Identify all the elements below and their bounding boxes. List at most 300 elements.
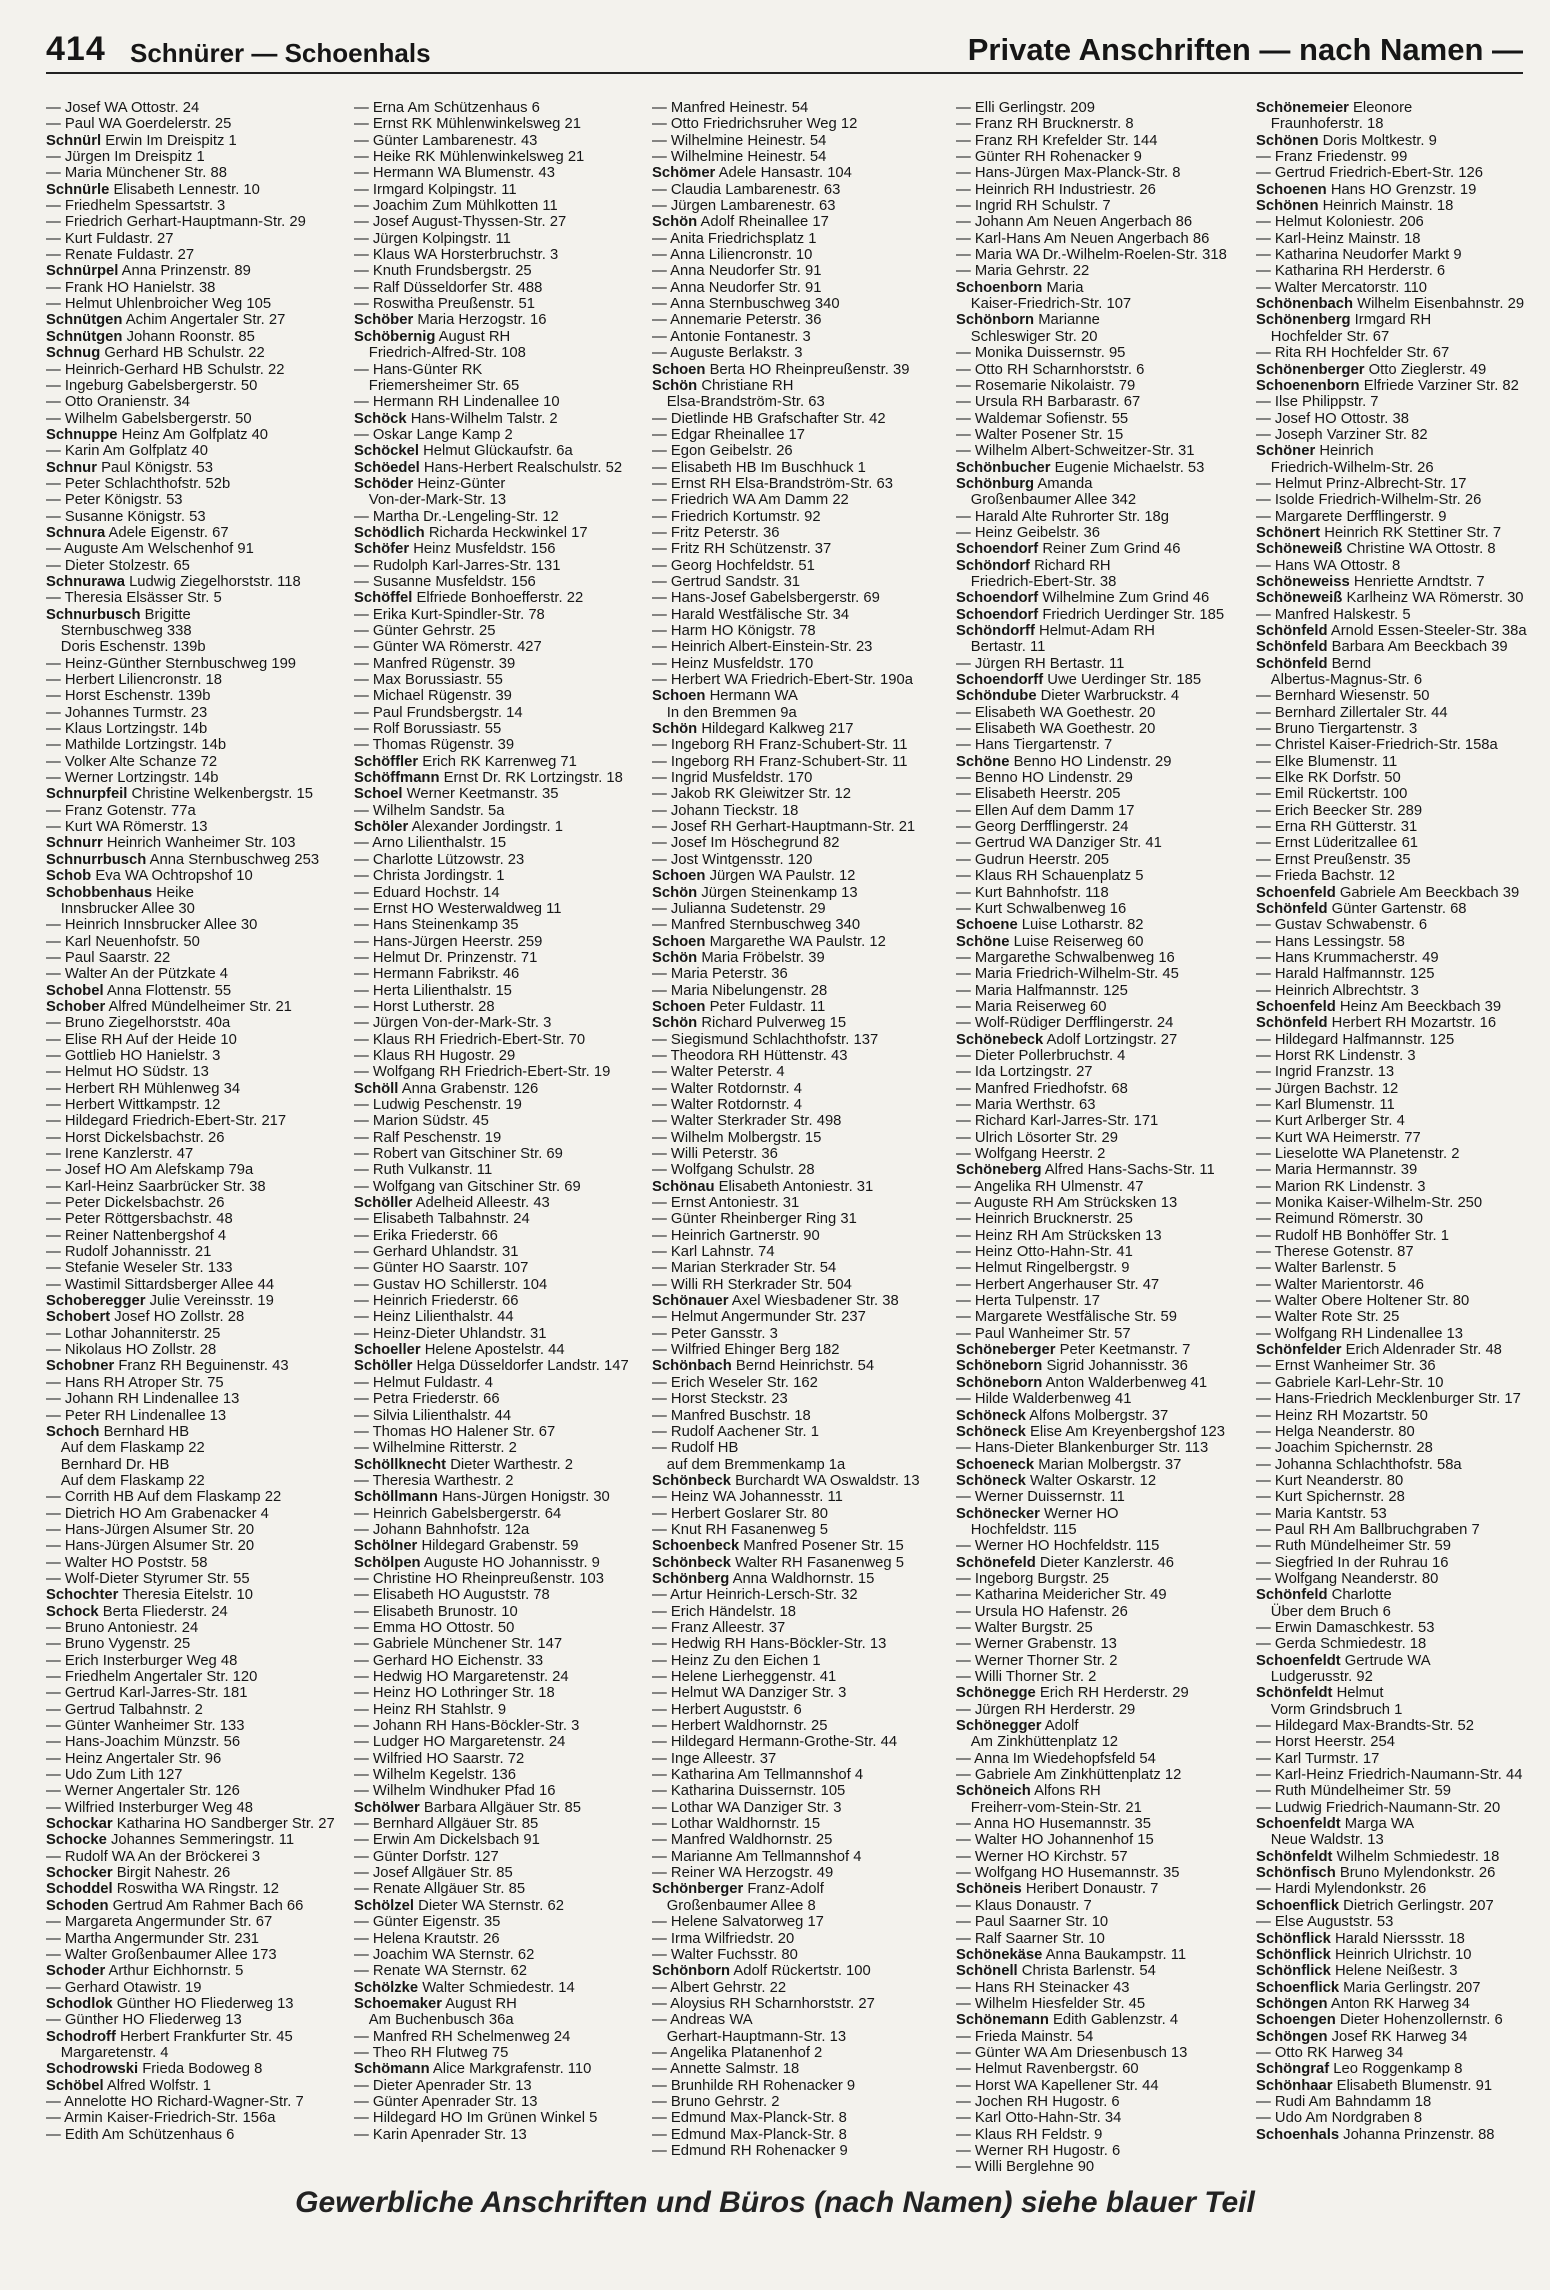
directory-entry: Schobert Josef HO Zollstr. 28 xyxy=(46,1309,245,1326)
directory-entry: — Manfred Rügenstr. 39 xyxy=(354,655,516,672)
directory-entry: Schöller Helga Düsseldorfer Landstr. 147 xyxy=(354,1358,629,1375)
directory-entry: — Rudolf Aachener Str. 1 xyxy=(652,1423,819,1440)
directory-entry: — Thomas HO Halener Str. 67 xyxy=(354,1423,556,1440)
directory-entry: — Walter Rotdornstr. 4 xyxy=(652,1080,802,1097)
directory-entry: — Johann Am Neuen Angerbach 86 xyxy=(956,214,1193,231)
directory-entry: — Harald Westfälische Str. 34 xyxy=(652,606,850,623)
directory-entry: — Walter Barlenstr. 5 xyxy=(1256,1260,1397,1277)
directory-entry: — Jürgen Bachstr. 12 xyxy=(1256,1080,1399,1097)
directory-entry: Friedrich-Wilhelm-Str. 26 xyxy=(1256,459,1434,476)
column-2 xyxy=(354,100,644,2143)
directory-entry: — Helmut Koloniestr. 206 xyxy=(1256,214,1424,231)
directory-entry: — Hans WA Ottostr. 8 xyxy=(1256,557,1401,574)
directory-entry: — Armin Kaiser-Friedrich-Str. 156a xyxy=(46,2110,276,2127)
directory-entry: — Walter An der Pützkate 4 xyxy=(46,966,229,983)
directory-entry: Schöffler Erich RK Karrenweg 71 xyxy=(354,753,577,770)
directory-entry: — Robert van Gitschiner Str. 69 xyxy=(354,1146,563,1162)
directory-entry: — Max Borussiastr. 55 xyxy=(354,672,503,689)
directory-entry: — Herbert WA Friedrich-Ebert-Str. 190a xyxy=(652,672,913,689)
directory-entry: Schömer Adele Hansastr. 104 xyxy=(652,165,852,182)
directory-entry: — Wilfried HO Saarstr. 72 xyxy=(354,1750,525,1767)
directory-entry: — Rudi Am Bahndamm 18 xyxy=(1256,2093,1432,2110)
directory-entry: — Volker Alte Schanze 72 xyxy=(46,753,218,770)
directory-entry: — Heinrich-Gerhard HB Schulstr. 22 xyxy=(46,361,285,378)
directory-entry: — Franz Alleestr. 37 xyxy=(652,1619,786,1636)
directory-entry: — Paul Wanheimer Str. 57 xyxy=(956,1325,1131,1342)
directory-entry: — Helmut Ravenbergstr. 60 xyxy=(956,2061,1139,2078)
directory-entry: Schöneck Walter Oskarstr. 12 xyxy=(956,1472,1157,1489)
directory-entry: Schocker Birgit Nahestr. 26 xyxy=(46,1865,231,1882)
directory-entry: — Hedwig HO Margaretenstr. 24 xyxy=(354,1669,569,1685)
directory-entry: — Walter Obere Holtener Str. 80 xyxy=(1256,1293,1470,1310)
directory-entry: — Johann RH Hans-Böckler-Str. 3 xyxy=(354,1718,580,1735)
directory-entry: Neue Waldstr. 13 xyxy=(1256,1832,1384,1849)
directory-entry: — Andreas WA xyxy=(652,2012,753,2029)
directory-entry: Schöndube Dieter Warbruckstr. 4 xyxy=(956,688,1180,705)
directory-entry: — Dietrich HO Am Grabenacker 4 xyxy=(46,1505,269,1522)
directory-entry: Sternbuschweg 338 xyxy=(46,623,192,639)
directory-entry: — Maria Werthstr. 63 xyxy=(956,1096,1096,1113)
directory-entry: — Auguste Am Welschenhof 91 xyxy=(46,541,254,558)
directory-entry: — Hans-Jürgen Alsumer Str. 20 xyxy=(46,1521,255,1538)
directory-entry: Schönfeld Bernd xyxy=(1256,655,1372,672)
directory-entry: — Maria Reiserweg 60 xyxy=(956,998,1107,1015)
directory-entry: — Johannes Turmstr. 23 xyxy=(46,704,208,721)
directory-entry: — Erich Insterburger Weg 48 xyxy=(46,1652,238,1669)
directory-entry: — Lothar Johanniterstr. 25 xyxy=(46,1325,221,1342)
directory-entry: — Nikolaus HO Zollstr. 28 xyxy=(46,1342,217,1359)
directory-entry: — Ingeburg Gabelsbergerstr. 50 xyxy=(46,377,258,394)
directory-entry: — Gottlieb HO Hanielstr. 3 xyxy=(46,1047,221,1064)
directory-entry: Schoenenborn Elfriede Varziner Str. 82 xyxy=(1256,377,1519,394)
directory-entry: — Hermann Fabrikstr. 46 xyxy=(354,966,520,983)
directory-entry: Schöll Anna Grabenstr. 126 xyxy=(354,1080,539,1097)
directory-entry: — Günter RH Rohenacker 9 xyxy=(956,149,1142,166)
directory-entry: — Joachim Zum Mühlkotten 11 xyxy=(354,198,558,215)
directory-entry: — Wilhelm Windhuker Pfad 16 xyxy=(354,1783,556,1800)
directory-entry: Schönenberg Irmgard RH xyxy=(1256,312,1432,329)
directory-entry: — Martha Angermunder Str. 231 xyxy=(46,1930,260,1947)
directory-entry: — Walter HO Poststr. 58 xyxy=(46,1554,208,1571)
directory-entry: — Erna RH Gütterstr. 31 xyxy=(1256,819,1418,836)
directory-entry: — Ursula RH Barbarastr. 67 xyxy=(956,394,1141,411)
directory-entry: — Rolf Borussiastr. 55 xyxy=(354,721,502,738)
directory-entry: — Thomas Rügenstr. 39 xyxy=(354,737,515,754)
directory-entry: — Gabriele Am Zinkhüttenplatz 12 xyxy=(956,1767,1182,1784)
directory-entry: Schoen Margarethe WA Paulstr. 12 xyxy=(652,933,886,950)
directory-entry: — Walter Posener Str. 15 xyxy=(956,426,1124,443)
column-5 xyxy=(1256,100,1546,2143)
directory-entry: — Heinz HO Lothringer Str. 18 xyxy=(354,1685,555,1702)
directory-entry: — Edgar Rheinallee 17 xyxy=(652,426,805,443)
directory-entry: — Herbert Liliencronstr. 18 xyxy=(46,672,222,689)
directory-entry: — Maria Halfmannstr. 125 xyxy=(956,982,1128,999)
directory-entry: — Ernst Preußenstr. 35 xyxy=(1256,851,1411,868)
directory-entry: Schöneborn Sigrid Johannisstr. 36 xyxy=(956,1358,1188,1375)
directory-entry: Schoen Berta HO Rheinpreußenstr. 39 xyxy=(652,361,910,378)
directory-entry: Schodrowski Frieda Bodoweg 8 xyxy=(46,2061,263,2078)
directory-entry: Schönfeldt Helmut xyxy=(1256,1685,1384,1702)
directory-entry: — Rita RH Hochfelder Str. 67 xyxy=(1256,345,1450,362)
directory-entry: — Ernst Lüderitzallee 61 xyxy=(1256,835,1419,852)
directory-entry: — Peter Dickelsbachstr. 26 xyxy=(46,1195,225,1212)
directory-entry: Schöndorf Richard RH xyxy=(956,557,1111,574)
directory-entry: Schönemann Edith Gablenzstr. 4 xyxy=(956,2012,1179,2029)
directory-entry: — Elisabeth Talbahnstr. 24 xyxy=(354,1211,530,1228)
directory-entry: Hochfelder Str. 67 xyxy=(1256,328,1390,345)
directory-entry: — Heinrich Gabelsbergerstr. 64 xyxy=(354,1505,562,1522)
directory-entry: Schoenfeldt Gertrude WA xyxy=(1256,1652,1431,1669)
directory-entry: Schnurawa Ludwig Ziegelhorststr. 118 xyxy=(46,573,301,590)
directory-entry: — Theodora RH Hüttenstr. 43 xyxy=(652,1047,848,1064)
directory-entry: — Joachim WA Sternstr. 62 xyxy=(354,1946,535,1963)
directory-entry: Schoch Bernhard HB xyxy=(46,1423,190,1440)
directory-entry: — Horst WA Kapellener Str. 44 xyxy=(956,2077,1159,2094)
directory-entry: — Margareta Angermunder Str. 67 xyxy=(46,1914,273,1931)
directory-entry: Margaretenstr. 4 xyxy=(46,2044,169,2061)
directory-entry: — Susanne Musfeldstr. 156 xyxy=(354,573,536,590)
directory-entry: — Karin Am Golfplatz 40 xyxy=(46,443,209,460)
directory-entry: — Susanne Königstr. 53 xyxy=(46,508,206,525)
directory-entry: Schönborn Marianne xyxy=(956,312,1100,329)
directory-entry: — Erika Friederstr. 66 xyxy=(354,1227,498,1244)
directory-entry: Schoen Jürgen WA Paulstr. 12 xyxy=(652,868,856,885)
directory-entry: Schoel Werner Keetmanstr. 35 xyxy=(354,786,559,803)
directory-entry: — Waldemar Sofienstr. 55 xyxy=(956,410,1129,427)
directory-entry: — Erwin Am Dickelsbach 91 xyxy=(354,1832,540,1849)
directory-entry: Schöneberger Peter Keetmanstr. 7 xyxy=(956,1342,1191,1359)
directory-entry: — Udo Zum Lith 127 xyxy=(46,1767,183,1784)
column-4 xyxy=(956,100,1250,2176)
directory-entry: In den Bremmen 9a xyxy=(652,704,797,721)
directory-entry: — Dieter Stolzestr. 65 xyxy=(46,557,190,574)
directory-entry: — Erna Am Schützenhaus 6 xyxy=(354,100,540,116)
directory-entry: — Bruno Tiergartenstr. 3 xyxy=(1256,721,1418,738)
directory-entry: — Annette Salmstr. 18 xyxy=(652,2061,800,2078)
directory-entry: — Heinrich Friederstr. 66 xyxy=(354,1293,519,1310)
directory-entry: — Hans-Günter RK xyxy=(354,361,483,378)
directory-entry: — Ernst RH Elsa-Brandström-Str. 63 xyxy=(652,475,893,492)
directory-entry: — Paul RH Am Ballbruchgraben 7 xyxy=(1256,1521,1480,1538)
directory-entry: Schöneis Heribert Donaustr. 7 xyxy=(956,1881,1159,1898)
directory-entry: Schödlich Richarda Heckwinkel 17 xyxy=(354,524,588,541)
directory-entry: — Lieselotte WA Planetenstr. 2 xyxy=(1256,1146,1460,1162)
directory-entry: Schöne Luise Reiserweg 60 xyxy=(956,933,1144,950)
directory-entry: — Herbert RH Mühlenweg 34 xyxy=(46,1080,241,1097)
directory-entry: — Elke RK Dorfstr. 50 xyxy=(1256,770,1401,787)
directory-entry: Vorm Grindsbruch 1 xyxy=(1256,1701,1403,1718)
directory-entry: — Brunhilde RH Rohenacker 9 xyxy=(652,2077,856,2094)
directory-entry: — Artur Heinrich-Lersch-Str. 32 xyxy=(652,1587,858,1604)
directory-entry: — Gudrun Heerstr. 205 xyxy=(956,851,1109,868)
directory-entry: — Rudolf HB Bonhöffer Str. 1 xyxy=(1256,1227,1450,1244)
directory-entry: Schöneck Alfons Molbergstr. 37 xyxy=(956,1407,1169,1424)
directory-entry: — Herbert Auguststr. 6 xyxy=(652,1701,802,1718)
directory-entry: — Peter RH Lindenallee 13 xyxy=(46,1407,227,1424)
directory-entry: Schobbenhaus Heike xyxy=(46,884,195,901)
directory-entry: Bernhard Dr. HB xyxy=(46,1456,170,1473)
directory-entry: — Werner RH Hugostr. 6 xyxy=(956,2142,1121,2159)
directory-entry: — Manfred Buschstr. 18 xyxy=(652,1407,811,1424)
directory-entry: Schnurpfeil Christine Welkenbergstr. 15 xyxy=(46,786,313,803)
directory-entry: — Reimund Römerstr. 30 xyxy=(1256,1211,1423,1228)
directory-entry: Schönfeld Barbara Am Beeckbach 39 xyxy=(1256,639,1508,656)
directory-entry: Schöbel Alfred Wolfstr. 1 xyxy=(46,2077,212,2094)
directory-entry: — Corrith HB Auf dem Flaskamp 22 xyxy=(46,1489,282,1506)
directory-entry: Schobel Anna Flottenstr. 55 xyxy=(46,982,232,999)
directory-entry: — Heike RK Mühlenwinkelsweg 21 xyxy=(354,149,585,166)
directory-entry: — Fritz RH Schützenstr. 37 xyxy=(652,541,832,558)
directory-entry: Schoenfeld Gabriele Am Beeckbach 39 xyxy=(1256,884,1520,901)
directory-entry: Schölzel Dieter WA Sternstr. 62 xyxy=(354,1897,564,1914)
directory-entry: — Ida Lortzingstr. 27 xyxy=(956,1064,1093,1081)
directory-entry: Friemersheimer Str. 65 xyxy=(354,377,520,394)
directory-entry: — Günter Wanheimer Str. 133 xyxy=(46,1718,245,1735)
directory-entry: — Ingeborg RH Franz-Schubert-Str. 11 xyxy=(652,753,908,770)
directory-entry: — Heinz Musfeldstr. 170 xyxy=(652,655,814,672)
directory-entry: — Hans-Friedrich Mecklenburger Str. 17 xyxy=(1256,1391,1521,1408)
directory-entry: — Klaus RH Friedrich-Ebert-Str. 70 xyxy=(354,1031,586,1048)
directory-entry: — Bernhard Zillertaler Str. 44 xyxy=(1256,704,1448,721)
directory-entry: — Willi Berglehne 90 xyxy=(956,2159,1095,2176)
directory-entry: — Katharina Am Tellmannshof 4 xyxy=(652,1767,864,1784)
directory-entry: Schöneberg Alfred Hans-Sachs-Str. 11 xyxy=(956,1162,1215,1179)
directory-entry: — Hans Lessingstr. 58 xyxy=(1256,933,1405,950)
directory-entry: Schönen Doris Moltkestr. 9 xyxy=(1256,132,1437,149)
directory-entry: Innsbrucker Allee 30 xyxy=(46,900,195,917)
directory-entry: — Dietlinde HB Grafschafter Str. 42 xyxy=(652,410,886,427)
directory-entry: — Elli Gerlingstr. 209 xyxy=(956,100,1095,116)
directory-entry: — Josef HO Ottostr. 38 xyxy=(1256,410,1409,427)
directory-entry: — Erika Kurt-Spindler-Str. 78 xyxy=(354,606,545,623)
directory-entry: — Knut RH Fasanenweg 5 xyxy=(652,1521,829,1538)
directory-entry: — Karl Neuenhofstr. 50 xyxy=(46,933,200,950)
directory-entry: Schönert Heinrich RK Stettiner Str. 7 xyxy=(1256,524,1502,541)
directory-entry: — Horst Lutherstr. 28 xyxy=(354,998,495,1015)
directory-entry: Schöckel Helmut Glückaufstr. 6a xyxy=(354,443,573,460)
directory-entry: — Udo Am Nordgraben 8 xyxy=(1256,2110,1423,2127)
directory-entry: Schöngen Josef RK Harweg 34 xyxy=(1256,2028,1468,2045)
directory-entry: — Fritz Peterstr. 36 xyxy=(652,524,780,541)
directory-entry: — Albert Gehrstr. 22 xyxy=(652,1979,787,1996)
directory-entry: Elsa-Brandström-Str. 63 xyxy=(652,394,825,411)
directory-entry: Schnur Paul Königstr. 53 xyxy=(46,459,213,476)
directory-entry: — Josef Allgäuer Str. 85 xyxy=(354,1865,513,1882)
directory-entry: — Josef WA Ottostr. 24 xyxy=(46,100,200,116)
directory-entry: — Heinz WA Johannesstr. 11 xyxy=(652,1489,843,1506)
directory-entry: Ludgerusstr. 92 xyxy=(1256,1669,1373,1685)
directory-entry: Schoddel Roswitha WA Ringstr. 12 xyxy=(46,1881,279,1898)
directory-entry: — Elisabeth HO Auguststr. 78 xyxy=(354,1587,550,1604)
directory-entry: — Georg Derfflingerstr. 24 xyxy=(956,819,1129,836)
directory-entry: — Heinz Otto-Hahn-Str. 41 xyxy=(956,1244,1133,1261)
directory-entry: — Ilse Philippstr. 7 xyxy=(1256,394,1379,411)
directory-entry: — Manfred Friedhofstr. 68 xyxy=(956,1080,1128,1097)
directory-entry: Schölpen Auguste HO Johannisstr. 9 xyxy=(354,1554,600,1571)
directory-entry: Schnura Adele Eigenstr. 67 xyxy=(46,524,229,541)
directory-entry: — Monika Kaiser-Wilhelm-Str. 250 xyxy=(1256,1195,1483,1212)
directory-entry: — Helmut Uhlenbroicher Weg 105 xyxy=(46,296,272,313)
directory-entry: — Horst RK Lindenstr. 3 xyxy=(1256,1047,1416,1064)
directory-entry: — Johann RH Lindenallee 13 xyxy=(46,1391,240,1408)
directory-entry: Auf dem Flaskamp 22 xyxy=(46,1440,205,1457)
right-running-head: Private Anschriften — nach Namen — xyxy=(967,32,1523,67)
directory-entry: — Joseph Varziner Str. 82 xyxy=(1256,426,1428,443)
directory-entry: — Günter Lambarenestr. 43 xyxy=(354,132,538,149)
directory-entry: — Siegismund Schlachthofstr. 137 xyxy=(652,1031,879,1048)
directory-entry: — Franz Gotenstr. 77a xyxy=(46,802,196,819)
directory-entry: Schönecker Werner HO xyxy=(956,1505,1119,1522)
directory-entry: Schönflick Heinrich Ulrichstr. 10 xyxy=(1256,1946,1472,1963)
directory-entry: — Kurt Arlberger Str. 4 xyxy=(1256,1113,1405,1130)
directory-entry: — Anna Neudorfer Str. 91 xyxy=(652,263,822,280)
directory-entry: Schöllknecht Dieter Warthestr. 2 xyxy=(354,1456,574,1473)
directory-entry: Schönell Christa Barlenstr. 54 xyxy=(956,1963,1156,1980)
directory-entry: Schönberger Franz-Adolf xyxy=(652,1881,824,1898)
directory-entry: — Walter Rotdornstr. 4 xyxy=(652,1096,802,1113)
directory-entry: — Karl-Heinz Friedrich-Naumann-Str. 44 xyxy=(1256,1767,1523,1784)
directory-entry: Schnütgen Johann Roonstr. 85 xyxy=(46,328,255,345)
directory-entry: — Helmut Fuldastr. 4 xyxy=(354,1374,493,1391)
directory-entry: Schölwer Barbara Allgäuer Str. 85 xyxy=(354,1799,582,1816)
directory-entry: — Gerda Schmiedestr. 18 xyxy=(1256,1636,1427,1653)
directory-entry: — Harald Halfmannstr. 125 xyxy=(1256,966,1435,983)
directory-entry: — Franz RH Krefelder Str. 144 xyxy=(956,132,1158,149)
directory-entry: — Elisabeth HB Im Buschhuck 1 xyxy=(652,459,866,476)
directory-entry: — Maria WA Dr.-Wilhelm-Roelen-Str. 318 xyxy=(956,247,1227,264)
directory-entry: — Helmut Prinz-Albrecht-Str. 17 xyxy=(1256,475,1467,492)
directory-entry: — Wolfgang RH Lindenallee 13 xyxy=(1256,1325,1464,1342)
directory-entry: — Paul WA Goerdelerstr. 25 xyxy=(46,116,232,133)
directory-entry: — Willi RH Sterkrader Str. 504 xyxy=(652,1276,852,1293)
directory-entry: Schnütgen Achim Angertaler Str. 27 xyxy=(46,312,286,329)
directory-entry: — Dieter Apenrader Str. 13 xyxy=(354,2077,532,2094)
directory-entry: Doris Eschenstr. 139b xyxy=(46,639,206,656)
directory-entry: — Emma HO Ottostr. 50 xyxy=(354,1619,515,1636)
directory-entry: Schnug Gerhard HB Schulstr. 22 xyxy=(46,345,265,362)
directory-entry: — Hans Krummacherstr. 49 xyxy=(1256,949,1439,966)
directory-entry: — Hans-Dieter Blankenburger Str. 113 xyxy=(956,1440,1209,1457)
directory-entry: — Jürgen RH Herderstr. 29 xyxy=(956,1701,1136,1718)
directory-entry: — Georg Hochfeldstr. 51 xyxy=(652,557,815,574)
directory-entry: — Angelika RH Ulmenstr. 47 xyxy=(956,1178,1144,1195)
directory-entry: — Auguste RH Am Strücksken 13 xyxy=(956,1195,1178,1212)
directory-entry: — Manfred Sternbuschweg 340 xyxy=(652,917,861,934)
directory-entry: — Hildegard HO Im Grünen Winkel 5 xyxy=(354,2110,598,2127)
directory-entry: — Wilfried Ehinger Berg 182 xyxy=(652,1342,840,1359)
directory-entry: — Manfred RH Schelmenweg 24 xyxy=(354,2028,571,2045)
directory-entry: Schöngraf Leo Roggenkamp 8 xyxy=(1256,2061,1463,2078)
directory-entry: Fraunhoferstr. 18 xyxy=(1256,116,1384,133)
directory-entry: — Wilhelm Kegelstr. 136 xyxy=(354,1767,517,1784)
directory-entry: — Harald Alte Ruhrorter Str. 18g xyxy=(956,508,1170,525)
directory-entry: — Johann Bahnhofstr. 12a xyxy=(354,1521,530,1538)
directory-entry: — Frank HO Hanielstr. 38 xyxy=(46,279,216,296)
directory-entry: — Gertrud Sandstr. 31 xyxy=(652,573,801,590)
directory-entry: — Walter Marientorstr. 46 xyxy=(1256,1276,1425,1293)
directory-entry: — Walter Fuchsstr. 80 xyxy=(652,1946,798,1963)
directory-entry: — Wolfgang Neanderstr. 80 xyxy=(1256,1570,1439,1587)
directory-entry: — Hans RH Steinacker 43 xyxy=(956,1979,1130,1996)
directory-entry: Schoen Peter Fuldastr. 11 xyxy=(652,998,826,1015)
directory-entry: — Karl Blumenstr. 11 xyxy=(1256,1096,1395,1113)
directory-entry: — Heinrich Brucknerstr. 25 xyxy=(956,1211,1133,1228)
directory-entry: — Edmund Max-Planck-Str. 8 xyxy=(652,2126,847,2143)
directory-entry: — Heinrich RH Industriestr. 26 xyxy=(956,181,1156,198)
directory-entry: — Heinz RH Stahlstr. 9 xyxy=(354,1701,507,1718)
directory-entry: Schön Jürgen Steinenkamp 13 xyxy=(652,884,858,901)
directory-entry: Schöneborn Anton Walderbenweg 41 xyxy=(956,1374,1208,1391)
directory-entry: — Dieter Pollerbruchstr. 4 xyxy=(956,1047,1126,1064)
directory-entry: — Kurt WA Römerstr. 13 xyxy=(46,819,208,836)
directory-entry: Schölzke Walter Schmiedestr. 14 xyxy=(354,1979,575,1996)
directory-entry: — Jürgen Von-der-Mark-Str. 3 xyxy=(354,1015,552,1032)
directory-entry: — Edith Am Schützenhaus 6 xyxy=(46,2126,235,2143)
directory-entry: — Herbert Waldhornstr. 25 xyxy=(652,1718,828,1735)
directory-entry: — Elke Blumenstr. 11 xyxy=(1256,753,1398,770)
directory-entry: — Günter Rheinberger Ring 31 xyxy=(652,1211,857,1228)
directory-entry: — Werner Lortzingstr. 14b xyxy=(46,770,219,787)
directory-entry: Schönburg Amanda xyxy=(956,475,1093,492)
directory-entry: — Oskar Lange Kamp 2 xyxy=(354,426,513,443)
directory-entry: — Katharina Duissernstr. 105 xyxy=(652,1783,846,1800)
directory-entry: — Irene Kanzlerstr. 47 xyxy=(46,1146,194,1162)
directory-entry: — Katharina Neudorfer Markt 9 xyxy=(1256,247,1462,264)
directory-entry: — Hildegard Max-Brandts-Str. 52 xyxy=(1256,1718,1474,1735)
directory-entry: — Ingrid Franzstr. 13 xyxy=(1256,1064,1395,1081)
directory-entry: — Helmut Ringelbergstr. 9 xyxy=(956,1260,1130,1277)
directory-entry: — Erwin Damaschkestr. 53 xyxy=(1256,1619,1435,1636)
directory-entry: — Ludwig Peschenstr. 19 xyxy=(354,1096,522,1113)
directory-entry: — Emil Rückertstr. 100 xyxy=(1256,786,1408,803)
directory-entry: — Michael Rügenstr. 39 xyxy=(354,688,512,705)
directory-entry: — Marion Südstr. 45 xyxy=(354,1113,489,1130)
directory-entry: — Katharina Meidericher Str. 49 xyxy=(956,1587,1167,1604)
directory-entry: — Rudolf HB xyxy=(652,1440,739,1457)
directory-entry: Schönebeck Adolf Lortzingstr. 27 xyxy=(956,1031,1178,1048)
directory-entry: — Helmut WA Danziger Str. 3 xyxy=(652,1685,847,1702)
directory-entry: Am Zinkhüttenplatz 12 xyxy=(956,1734,1119,1751)
directory-entry: Schön Christiane RH xyxy=(652,377,794,394)
directory-entry: — Erich Weseler Str. 162 xyxy=(652,1374,818,1391)
directory-entry: — Anna Sternbuschweg 340 xyxy=(652,296,840,313)
directory-entry: — Josef August-Thyssen-Str. 27 xyxy=(354,214,567,231)
directory-entry: — Heinz-Günther Sternbuschweg 199 xyxy=(46,655,297,672)
directory-entry: Schoenflick Maria Gerlingstr. 207 xyxy=(1256,1979,1481,1996)
directory-entry: — Hedwig RH Hans-Böckler-Str. 13 xyxy=(652,1636,887,1653)
directory-entry: — Inge Alleestr. 37 xyxy=(652,1750,777,1767)
directory-entry: — Marianne Am Tellmannshof 4 xyxy=(652,1848,862,1865)
directory-entry: — Herta Lilienthalstr. 15 xyxy=(354,982,512,999)
directory-entry: Schnuppe Heinz Am Golfplatz 40 xyxy=(46,426,269,443)
directory-entry: — Anna Liliencronstr. 10 xyxy=(652,247,813,264)
directory-entry: — Walter HO Johannenhof 15 xyxy=(956,1832,1154,1849)
directory-entry: — Mathilde Lortzingstr. 14b xyxy=(46,737,227,754)
directory-entry: — Friedhelm Angertaler Str. 120 xyxy=(46,1669,258,1685)
directory-entry: — Kurt Fuldastr. 27 xyxy=(46,230,174,247)
directory-entry: Schoene Luise Lotharstr. 82 xyxy=(956,917,1144,934)
directory-entry: — Kurt Neanderstr. 80 xyxy=(1256,1472,1404,1489)
directory-entry: — Richard Karl-Jarres-Str. 171 xyxy=(956,1113,1159,1130)
directory-entry: — Hermann RH Lindenallee 10 xyxy=(354,394,560,411)
directory-entry: Schoeller Helene Apostelstr. 44 xyxy=(354,1342,565,1359)
directory-entry: Schobner Franz RH Beguinenstr. 43 xyxy=(46,1358,289,1375)
directory-entry: — Wolfgang HO Husemannstr. 35 xyxy=(956,1865,1180,1882)
directory-entry: Schober Alfred Mündelheimer Str. 21 xyxy=(46,998,292,1015)
directory-entry: — Eduard Hochstr. 14 xyxy=(354,884,500,901)
directory-entry: — Elisabeth WA Goethestr. 20 xyxy=(956,721,1156,738)
directory-entry: — Frieda Bachstr. 12 xyxy=(1256,868,1395,885)
